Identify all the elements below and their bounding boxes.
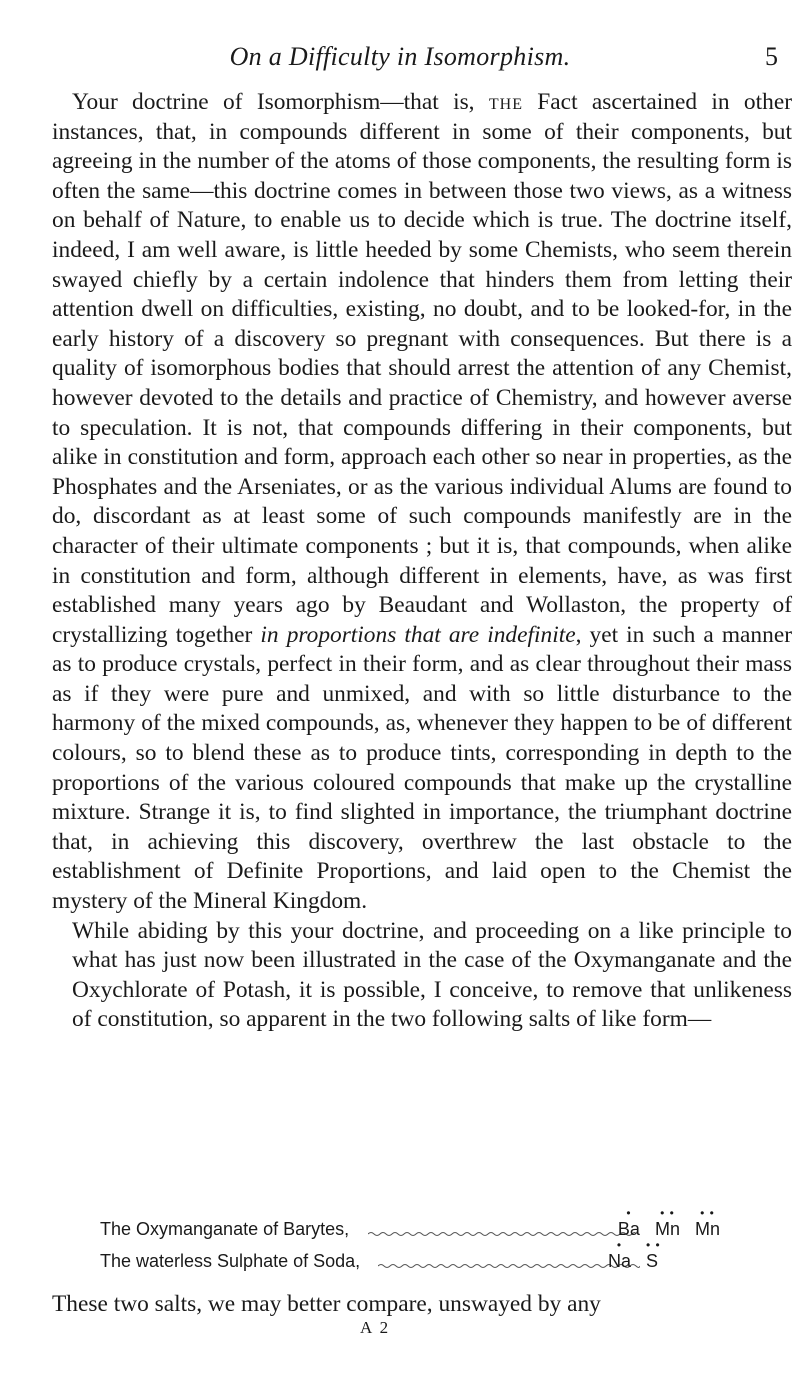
paragraph-text: Your doctrine of Isomorphism—that is,: [72, 89, 489, 115]
paragraph-isomorphism: [52, 88, 792, 917]
italic-phrase: in proportions that are indefinite: [260, 621, 576, 648]
symbol-text: S: [645, 1251, 658, 1271]
element-symbol: [645, 1238, 661, 1272]
signature-mark: A 2: [360, 1318, 391, 1337]
page-number: 5: [765, 42, 778, 71]
formula-label: The waterless Sulphate of Soda,: [100, 1251, 361, 1271]
small-caps-word: the: [488, 89, 523, 115]
oxygen-dots: •: [626, 1206, 632, 1220]
oxygen-dots: • •: [645, 1238, 661, 1252]
formula-label: The Oxymanganate of Barytes,: [100, 1219, 350, 1239]
symbol-text: Mn: [694, 1219, 720, 1239]
formula-symbols: [608, 1206, 720, 1240]
formula-row: [100, 1238, 720, 1276]
running-head: [0, 40, 800, 80]
paragraph-text: , yet in such a manner as to produce crystals, perfect in their form, and as clear throughout their mass as if they were pure and unmixed, and with so little disturbance to the harmony of the mixed compounds, as, whenever they happen to be of different colours, so to blend these as to produce tints, corresponding in depth to the proportions of the various coloured compounds that make up the crystalline mixture. Strange it is, to find slighted in importance, the triumphant doctrine that, in achieving this discovery, overthrew the last obstacle to the establishment of Definite Proportions, and laid open to the Chemist the mystery of the Mineral Kingdom.: [52, 621, 792, 915]
oxygen-dots: • •: [700, 1206, 715, 1220]
paragraph-text: Fact ascertained in other instances, that, in compounds different in some of their components, but agreeing in the number of the atoms of those components, the resulting form is often the same—this doctrine comes in between those two views, as a witness on behalf of Nature, to enable us to decide which is true. The doctrine itself, indeed, I am well aware, is little heeded by some Chemists, who seem therein swayed chiefly by a certain indolence that hinders them from letting their attention dwell on difficulties, existing, no doubt, and to be looked-for, in the early history of a discovery so pregnant with consequences. But there is a quality of isomorphous bodies that should arrest the attention of any Chemist, however devoted to the details and practice of Chemistry, and however averse to speculation. It is not, that compounds differing in their components, but alike in constitution and form, approach each other so near in properties, as the Phosphates and the Arseniates, or as the various individual Alums are found to do, discordant as at least some of such compounds manifestly are in the character of their ultimate components ; but it is, that compounds, when alike in constitution and form, although different in elements, have, as was first established many years ago by Beaudant and Wollaston, the property of crystallizing together: [52, 89, 792, 648]
oxygen-dots: •: [616, 1238, 623, 1252]
element-symbol: [654, 1206, 680, 1240]
closing-line: These two salts, we may better compare, unswayed by any: [52, 1291, 601, 1317]
leader-line: [368, 1230, 636, 1238]
element-symbol: [617, 1206, 640, 1240]
formula-symbols: [598, 1238, 661, 1272]
formula-block: [100, 1206, 720, 1276]
symbol-text: Na: [607, 1251, 631, 1271]
body-text: [52, 88, 792, 1035]
symbol-text: Ba: [617, 1219, 640, 1239]
running-title: On a Difficulty in Isomorphism.: [229, 42, 571, 71]
symbol-text: Mn: [654, 1219, 680, 1239]
paragraph-doctrine: While abiding by this your doctrine, and proceeding on a like principle to what has just now been illustrated in the case of the Oxymanganate and the Oxychlorate of Potash, it is possible, I conceive, to remove that unlikeness of constitution, so apparent in the two following salts of like form—: [72, 917, 792, 1033]
element-symbol: [607, 1238, 631, 1272]
oxygen-dots: • •: [660, 1206, 675, 1220]
element-symbol: [694, 1206, 720, 1240]
